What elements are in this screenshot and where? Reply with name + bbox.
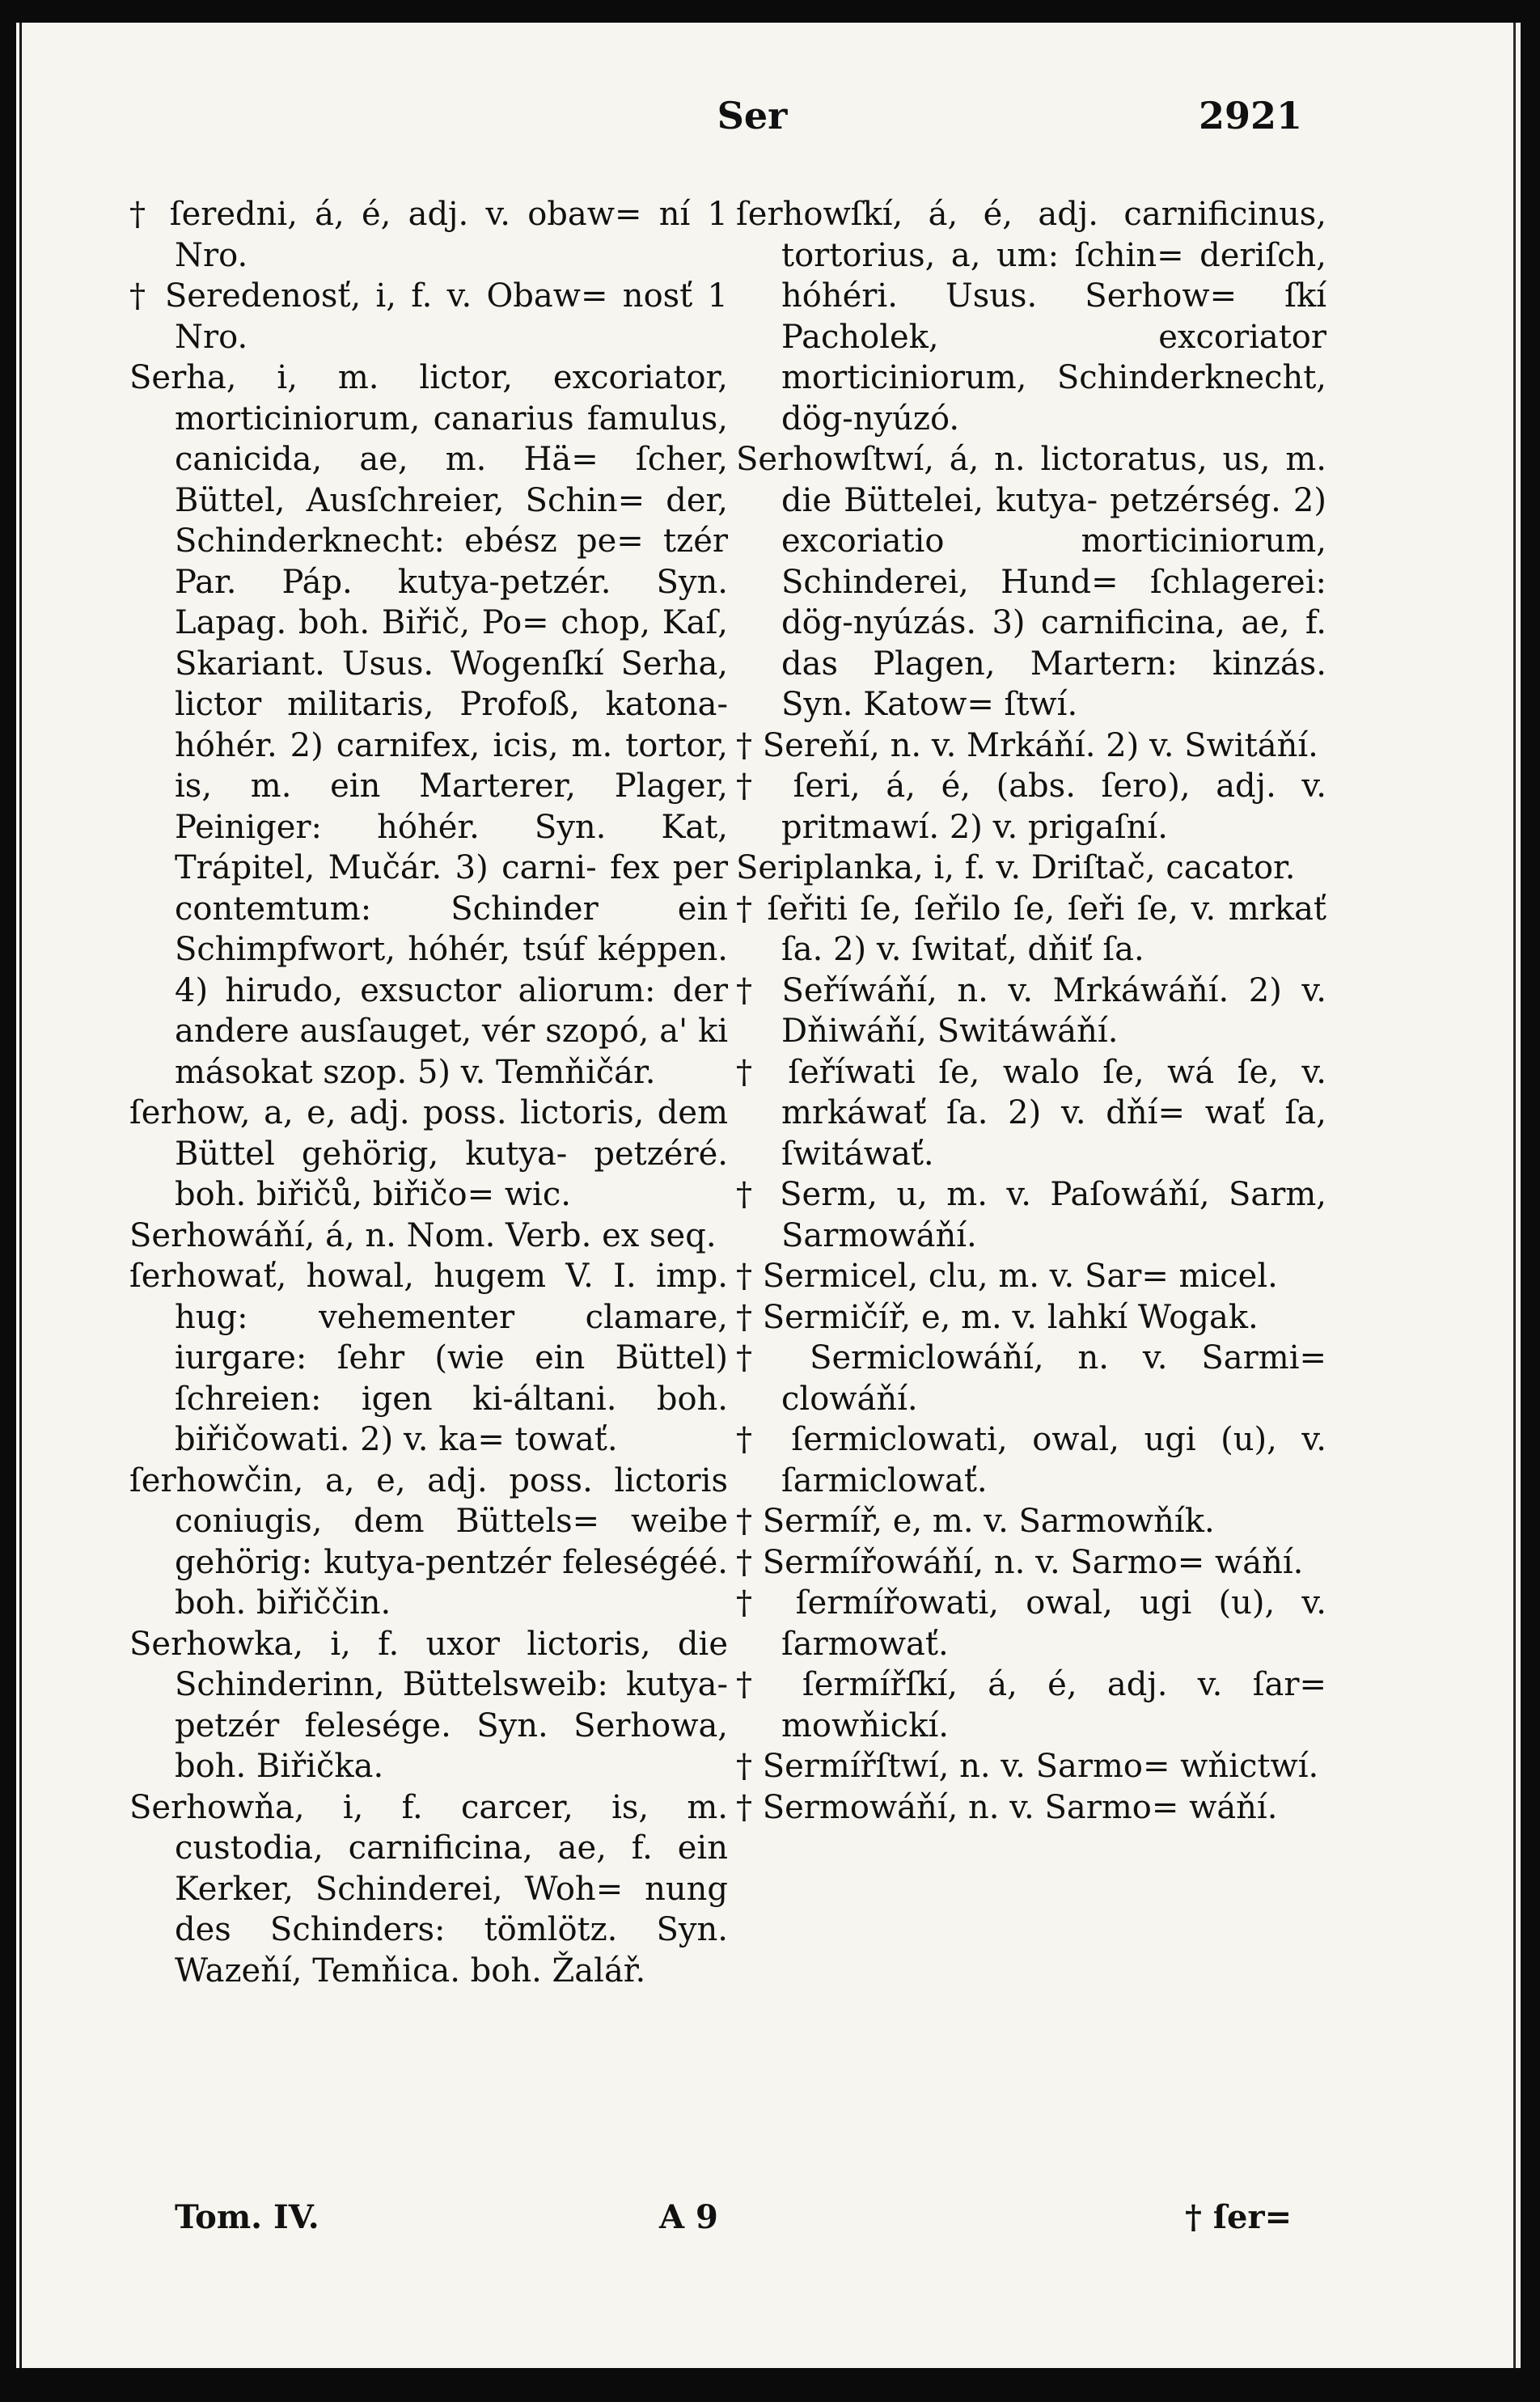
dictionary-entry: Seriplanka, i, f. v. Driſtač, cacator. [736,849,1296,886]
dictionary-entry: † ſermiclowati, owal, ugi (u), v. ſarmiclowať. [736,1421,1326,1499]
right-column [736,194,1326,1828]
left-column [129,194,728,1991]
catchword: † ſer= [1185,2198,1292,2236]
dictionary-entry: ſerhowať, howal, hugem V. I. imp. hug: vehementer clamare, iurgare: ſehr (wie ein Büttel) ſchreien: igen ki-áltani. boh. biřičowati. 2) v. ka= towať. [129,1258,728,1458]
dictionary-entry: † ſermířſkí, á, é, adj. v. ſar= mowňickí. [736,1666,1326,1744]
dictionary-entry: † Sereňí, n. v. Mrkáňí. 2) v. Switáňí. [736,726,1318,764]
dictionary-entry: † Sermičíř, e, m. v. lahkí Wogak. [736,1298,1259,1336]
volume-label: Tom. IV. [175,2198,319,2236]
dictionary-entry: † ſeri, á, é, (abs. ſero), adj. v. pritmawí. 2) v. prigaſní. [736,768,1326,846]
page-edge-left [19,23,22,2368]
dictionary-entry: † Sermíř, e, m. v. Sarmowňík. [736,1503,1215,1540]
dictionary-entry: † Seredenosť, i, f. v. Obaw= nosť 1 Nro. [129,277,728,356]
running-head: Ser [717,94,788,137]
dictionary-entry: † Serm, u, m. v. Paſowáňí, Sarm, Sarmowáňí. [736,1176,1326,1254]
dictionary-entry: Serhowka, i, f. uxor lictoris, die Schinderinn, Büttelsweib: kutya-petzér felesége. Syn. Serhowa, boh. Biřička. [129,1625,728,1785]
dictionary-entry: † Sermiclowáňí, n. v. Sarmi= clowáňí. [736,1339,1326,1418]
signature-mark: A 9 [659,2198,718,2236]
dictionary-entry: † Sermicel, clu, m. v. Sar= micel. [736,1258,1278,1295]
dictionary-entry: † ſeredni, á, é, adj. v. obaw= ní 1 Nro. [129,196,728,274]
dictionary-entry: † ſeřiti ſe, ſeřilo ſe, ſeři ſe, v. mrkať ſa. 2) v. ſwitať, dňiť ſa. [736,890,1326,968]
dictionary-entry: † Sermowáňí, n. v. Sarmo= wáňí. [736,1788,1278,1826]
dictionary-entry: † Sermířowáňí, n. v. Sarmo= wáňí. [736,1543,1304,1581]
dictionary-entry: Serhowňa, i, f. carcer, is, m. custodia, carnificina, ae, f. ein Kerker, Schinderei, Woh= nung des Schinders: tömlötz. Syn. Wazeňí, Temňica. boh. Žalář. [129,1788,728,1990]
dictionary-entry: Serhowſtwí, á, n. lictoratus, us, m. die Büttelei, kutya- petzérség. 2) excoriatio morticiniorum, Schinderei, Hund= ſchlagerei: dög-nyúzás. 3) carnificina, ae, f. das Plagen, Martern: kinzás. Syn. Katow= ſtwí. [736,441,1326,723]
dictionary-entry: † Sermířſtwí, n. v. Sarmo= wňictwí. [736,1748,1319,1785]
dictionary-entry: ſerhowſkí, á, é, adj. carnificinus, tortorius, a, um: ſchin= deriſch, hóhéri. Usus. Serhow= ſkí Pacholek, excoriator morticiniorum, Schinderknecht, dög-nyúzó. [736,196,1326,438]
dictionary-entry: ſerhowčin, a, e, adj. poss. lictoris coniugis, dem Büttels= weibe gehörig: kutya-pentzér feleségéé. boh. biřiččin. [129,1461,728,1622]
dictionary-entry: † ſeříwati ſe, walo ſe, wá ſe, v. mrkáwať ſa. 2) v. dňí= wať ſa, ſwitáwať. [736,1053,1326,1173]
dictionary-entry: † ſermířowati, owal, ugi (u), v. ſarmowať. [736,1584,1326,1663]
page-edge-right [1513,23,1516,2368]
dictionary-entry: ſerhow, a, e, adj. poss. lictoris, dem Büttel gehörig, kutya- petzéré. boh. biřičů, biřičo= wic. [129,1094,728,1213]
dictionary-entry: Serhowáňí, á, n. Nom. Verb. ex seq. [129,1216,717,1254]
book-page [16,23,1521,2368]
dictionary-entry: † Seříwáňí, n. v. Mrkáwáňí. 2) v. Dňiwáňí, Switáwáňí. [736,971,1326,1050]
dictionary-entry: Serha, i, m. lictor, excoriator, morticiniorum, canarius famulus, canicida, ae, m. Hä= ſcher, Büttel, Ausſchreier, Schin= der, Schinderknecht: ebész pe= tzér Par. Páp. kutya-petzér. Syn. Lapag. boh. Biřič, Po= chop, Kaſ, Skariant. Usus. Wogenſkí Serha, lictor militaris, Profoß, katona-hóhér. 2) carnifex, icis, m. tortor, is, m. ein Marterer, Plager, Peiniger: hóhér. Syn. Kat, Trápitel, Mučár. 3) carni- fex per contemtum: Schinder ein Schimpfwort, hóhér, tsúf képpen. 4) hirudo, exsuctor aliorum: der andere ausſauget, vér szopó, a' ki másokat szop. 5) v. Temňičár. [129,359,728,1091]
page-number: 2921 [1198,94,1302,137]
